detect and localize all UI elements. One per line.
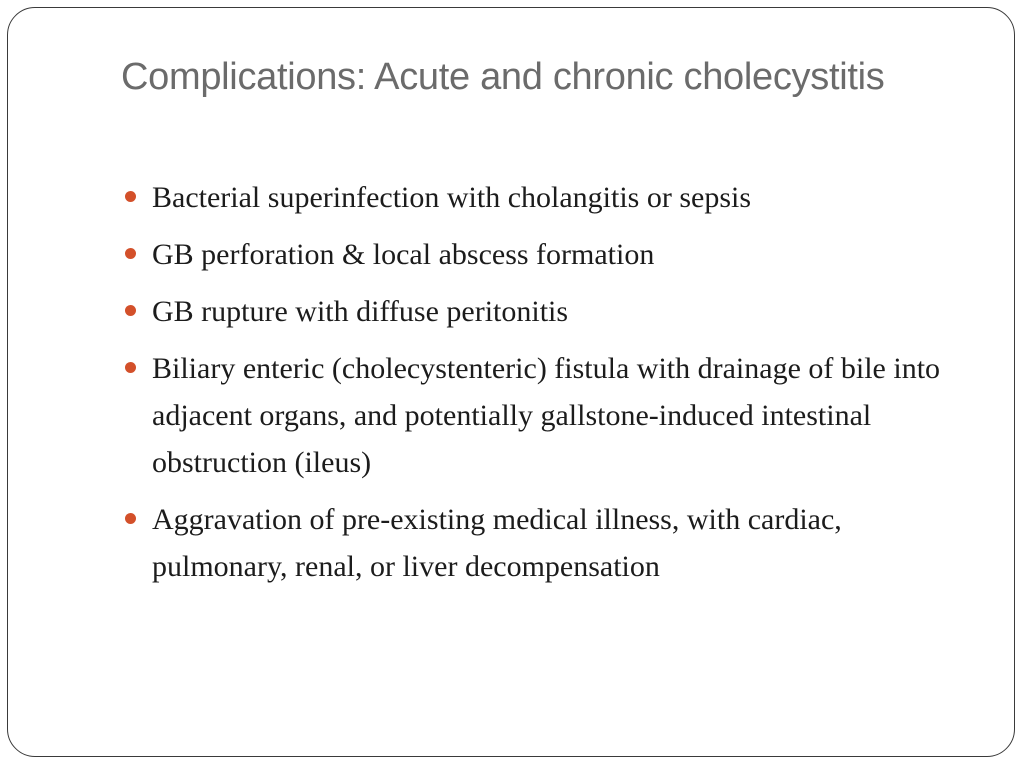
bullet-dot-icon <box>125 248 136 259</box>
bullet-dot-icon <box>125 305 136 316</box>
bullet-text: Bacterial superinfection with cholangitis or sepsis <box>152 181 752 214</box>
bullet-item <box>121 288 971 335</box>
bullet-text: Biliary enteric (cholecystenteric) fistula with drainage of bile into adjacent organs, and potentially gallstone-induced intestinal obstruction (ileus) <box>152 352 941 479</box>
slide-title: Complications: Acute and chronic cholecystitis <box>121 56 885 98</box>
slide-frame <box>7 7 1015 757</box>
bullet-dot-icon <box>125 362 136 373</box>
bullet-dot-icon <box>125 513 136 524</box>
bullet-item <box>121 345 971 486</box>
bullet-item <box>121 231 971 278</box>
bullet-dot-icon <box>125 191 136 202</box>
bullet-text: GB perforation & local abscess formation <box>152 238 655 271</box>
bullet-text: GB rupture with diffuse peritonitis <box>152 295 569 328</box>
bullet-item <box>121 174 971 221</box>
bullet-item <box>121 496 971 590</box>
bullet-list <box>121 174 971 600</box>
bullet-text: Aggravation of pre-existing medical illness, with cardiac, pulmonary, renal, or liver decompensation <box>152 503 842 583</box>
